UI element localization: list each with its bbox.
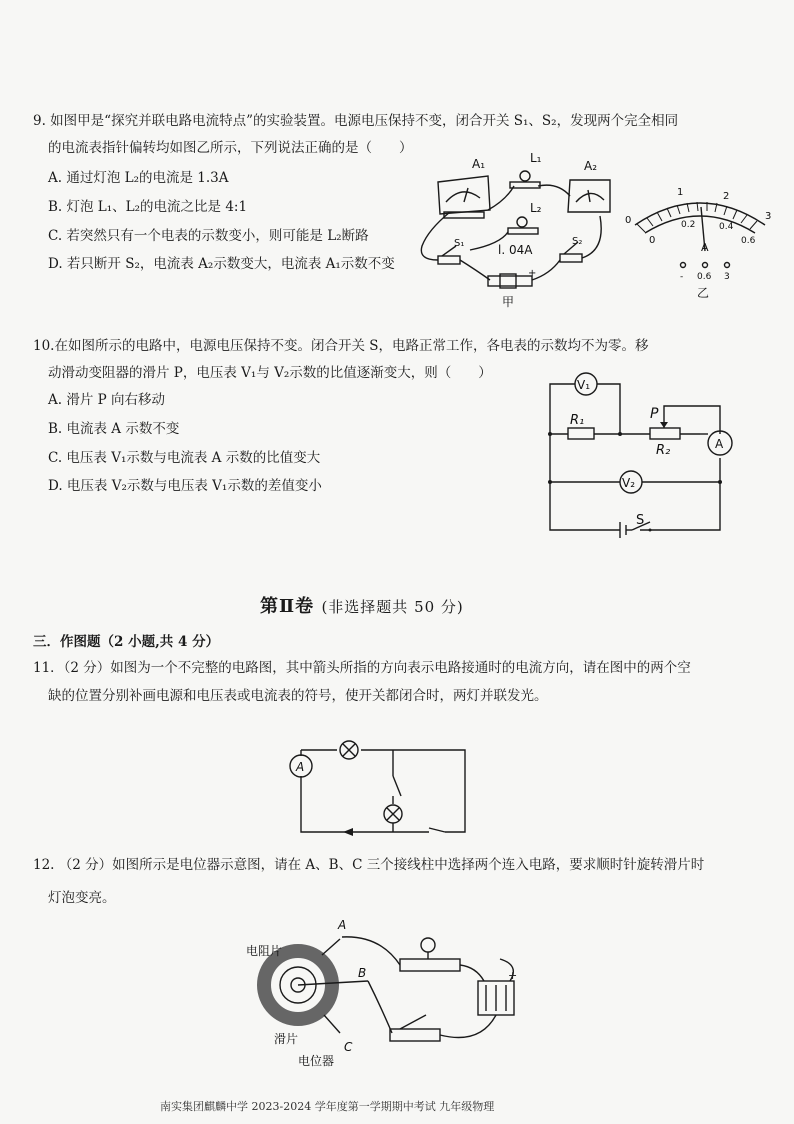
q10-stem-line1: 10.在如图所示的电路中，电源电压保持不变。闭合开关 S，电路正常工作，各电表的示数均不为零。移 (33, 338, 649, 354)
bulb-l1-icon (510, 171, 540, 188)
label-potentiometer: 电位器 (298, 1054, 335, 1068)
part2-title (260, 592, 464, 618)
label-p: P (650, 406, 659, 422)
battery-plus: + (528, 268, 537, 279)
q9-stem-line1: 9. 如图甲是“探究并联电路电流特点”的实验装置。电源电压保持不变，闭合开关 S₁、S₂，发现两个完全相同 (33, 113, 679, 129)
tick-top-2: 2 (723, 191, 730, 202)
label-a2: A₂ (584, 159, 598, 173)
footer-school-exam: 南实集团麒麟中学 2023-2024 学年度第一学期期中考试 九年级物理 (160, 1100, 495, 1113)
label-v2: V₂ (622, 476, 636, 490)
q10-stem-line2: 动滑动变阻器的滑片 P，电压表 V₁与 V₂示数的比值逐渐变大，则（ ） (48, 365, 492, 381)
label-l1: L₁ (530, 151, 542, 165)
q10-option-b: B. 电流表 A 示数不变 (48, 421, 180, 437)
q11-stem-line1: 11．（2 分）如图为一个不完整的电路图，其中箭头所指的方向表示电路接通时的电流方向，请在图中的两个空 (33, 660, 691, 676)
label-r2: R₂ (656, 443, 671, 458)
terminal-a: A (338, 918, 347, 932)
terminal-0.6: 0.6 (697, 272, 712, 282)
q9-figure-yi (625, 185, 775, 300)
tick-bottom-0.6: 0.6 (741, 236, 756, 246)
label-a: A (715, 437, 724, 451)
tick-top-3: 3 (765, 211, 772, 222)
q10-circuit-figure (540, 372, 740, 542)
bulb-l2-icon (508, 217, 538, 234)
tick-bottom-0.4: 0.4 (719, 222, 734, 232)
resistor-r1-icon (568, 428, 594, 439)
q9-option-c: C. 若突然只有一个电表的示数变小，则可能是 L₂断路 (48, 228, 369, 244)
q9-stem-line2: 的电流表指针偏转均如图乙所示，下列说法正确的是（ ） (48, 140, 413, 156)
caption-yi: 乙 (697, 286, 710, 300)
q12-potentiometer-figure (240, 915, 540, 1075)
battery-box-icon (478, 981, 514, 1015)
tick-bottom-0.2: 0.2 (681, 220, 696, 230)
tick-top-1: 1 (677, 187, 684, 198)
tick-left-0: 0 (625, 215, 632, 226)
ammeter-a1-icon (438, 176, 490, 218)
caption-jia: 甲 (502, 295, 515, 309)
current-arrow-icon (343, 828, 353, 836)
label-l2: L₂ (530, 201, 542, 215)
terminal-3: 3 (724, 272, 730, 282)
q12-stem-line2: 灯泡变亮。 (48, 890, 116, 906)
q10-option-c: C. 电压表 V₁示数与电流表 A 示数的比值变大 (48, 450, 321, 466)
label-v1: V₁ (577, 378, 591, 392)
q10-option-d: D. 电压表 V₂示数与电压表 V₁示数的差值变小 (48, 478, 322, 494)
battery-icon (488, 274, 532, 288)
q11-stem-line2: 缺的位置分别补画电源和电压表或电流表的符号，使开关都闭合时，两灯并联发光。 (48, 688, 548, 704)
ammeter-a2-icon (568, 180, 610, 212)
q9-figure-jia (410, 150, 610, 310)
part2-title-main: 第Ⅱ卷 (260, 596, 315, 617)
needle-label: A (701, 241, 709, 254)
terminal-neg: - (680, 272, 684, 282)
switch-board-icon (390, 1015, 440, 1041)
label-resistor-strip: 电阻片 (246, 944, 283, 958)
label-slider: 滑片 (274, 1032, 299, 1046)
q9-option-a: A. 通过灯泡 L₂的电流是 1.3A (48, 170, 229, 186)
tick-bottom-0: 0 (649, 235, 656, 246)
lamp-board-icon (400, 938, 460, 971)
section3-heading: 三．作图题（2 小题,共 4 分） (33, 634, 220, 650)
q12-stem-line1: 12. （2 分）如图所示是电位器示意图，请在 A、B、C 三个接线柱中选择两个连入电路，要求顺时针旋转滑片时 (33, 857, 705, 873)
part2-subtitle: (非选择题共 50 分) (321, 598, 464, 616)
terminal-c: C (344, 1040, 353, 1054)
label-s2: S₂ (572, 236, 583, 247)
label-s1: S₁ (454, 238, 465, 249)
q9-option-d: D. 若只断开 S₂，电流表 A₂示数变大，电流表 A₁示数不变 (48, 256, 395, 272)
q11-circuit-figure (285, 730, 475, 840)
terminal-b: B (358, 966, 367, 980)
battery-plus-sign: + (508, 969, 518, 982)
handwritten-note: l. 04A (498, 243, 533, 257)
meter-label: A (296, 760, 305, 774)
q10-option-a: A. 滑片 P 向右移动 (48, 392, 165, 408)
label-s: S (636, 513, 645, 528)
q9-option-b: B. 灯泡 L₁、L₂的电流之比是 4:1 (48, 199, 248, 215)
rheostat-r2-icon (650, 428, 680, 439)
label-a1: A₁ (472, 157, 486, 171)
label-r1: R₁ (570, 413, 585, 428)
